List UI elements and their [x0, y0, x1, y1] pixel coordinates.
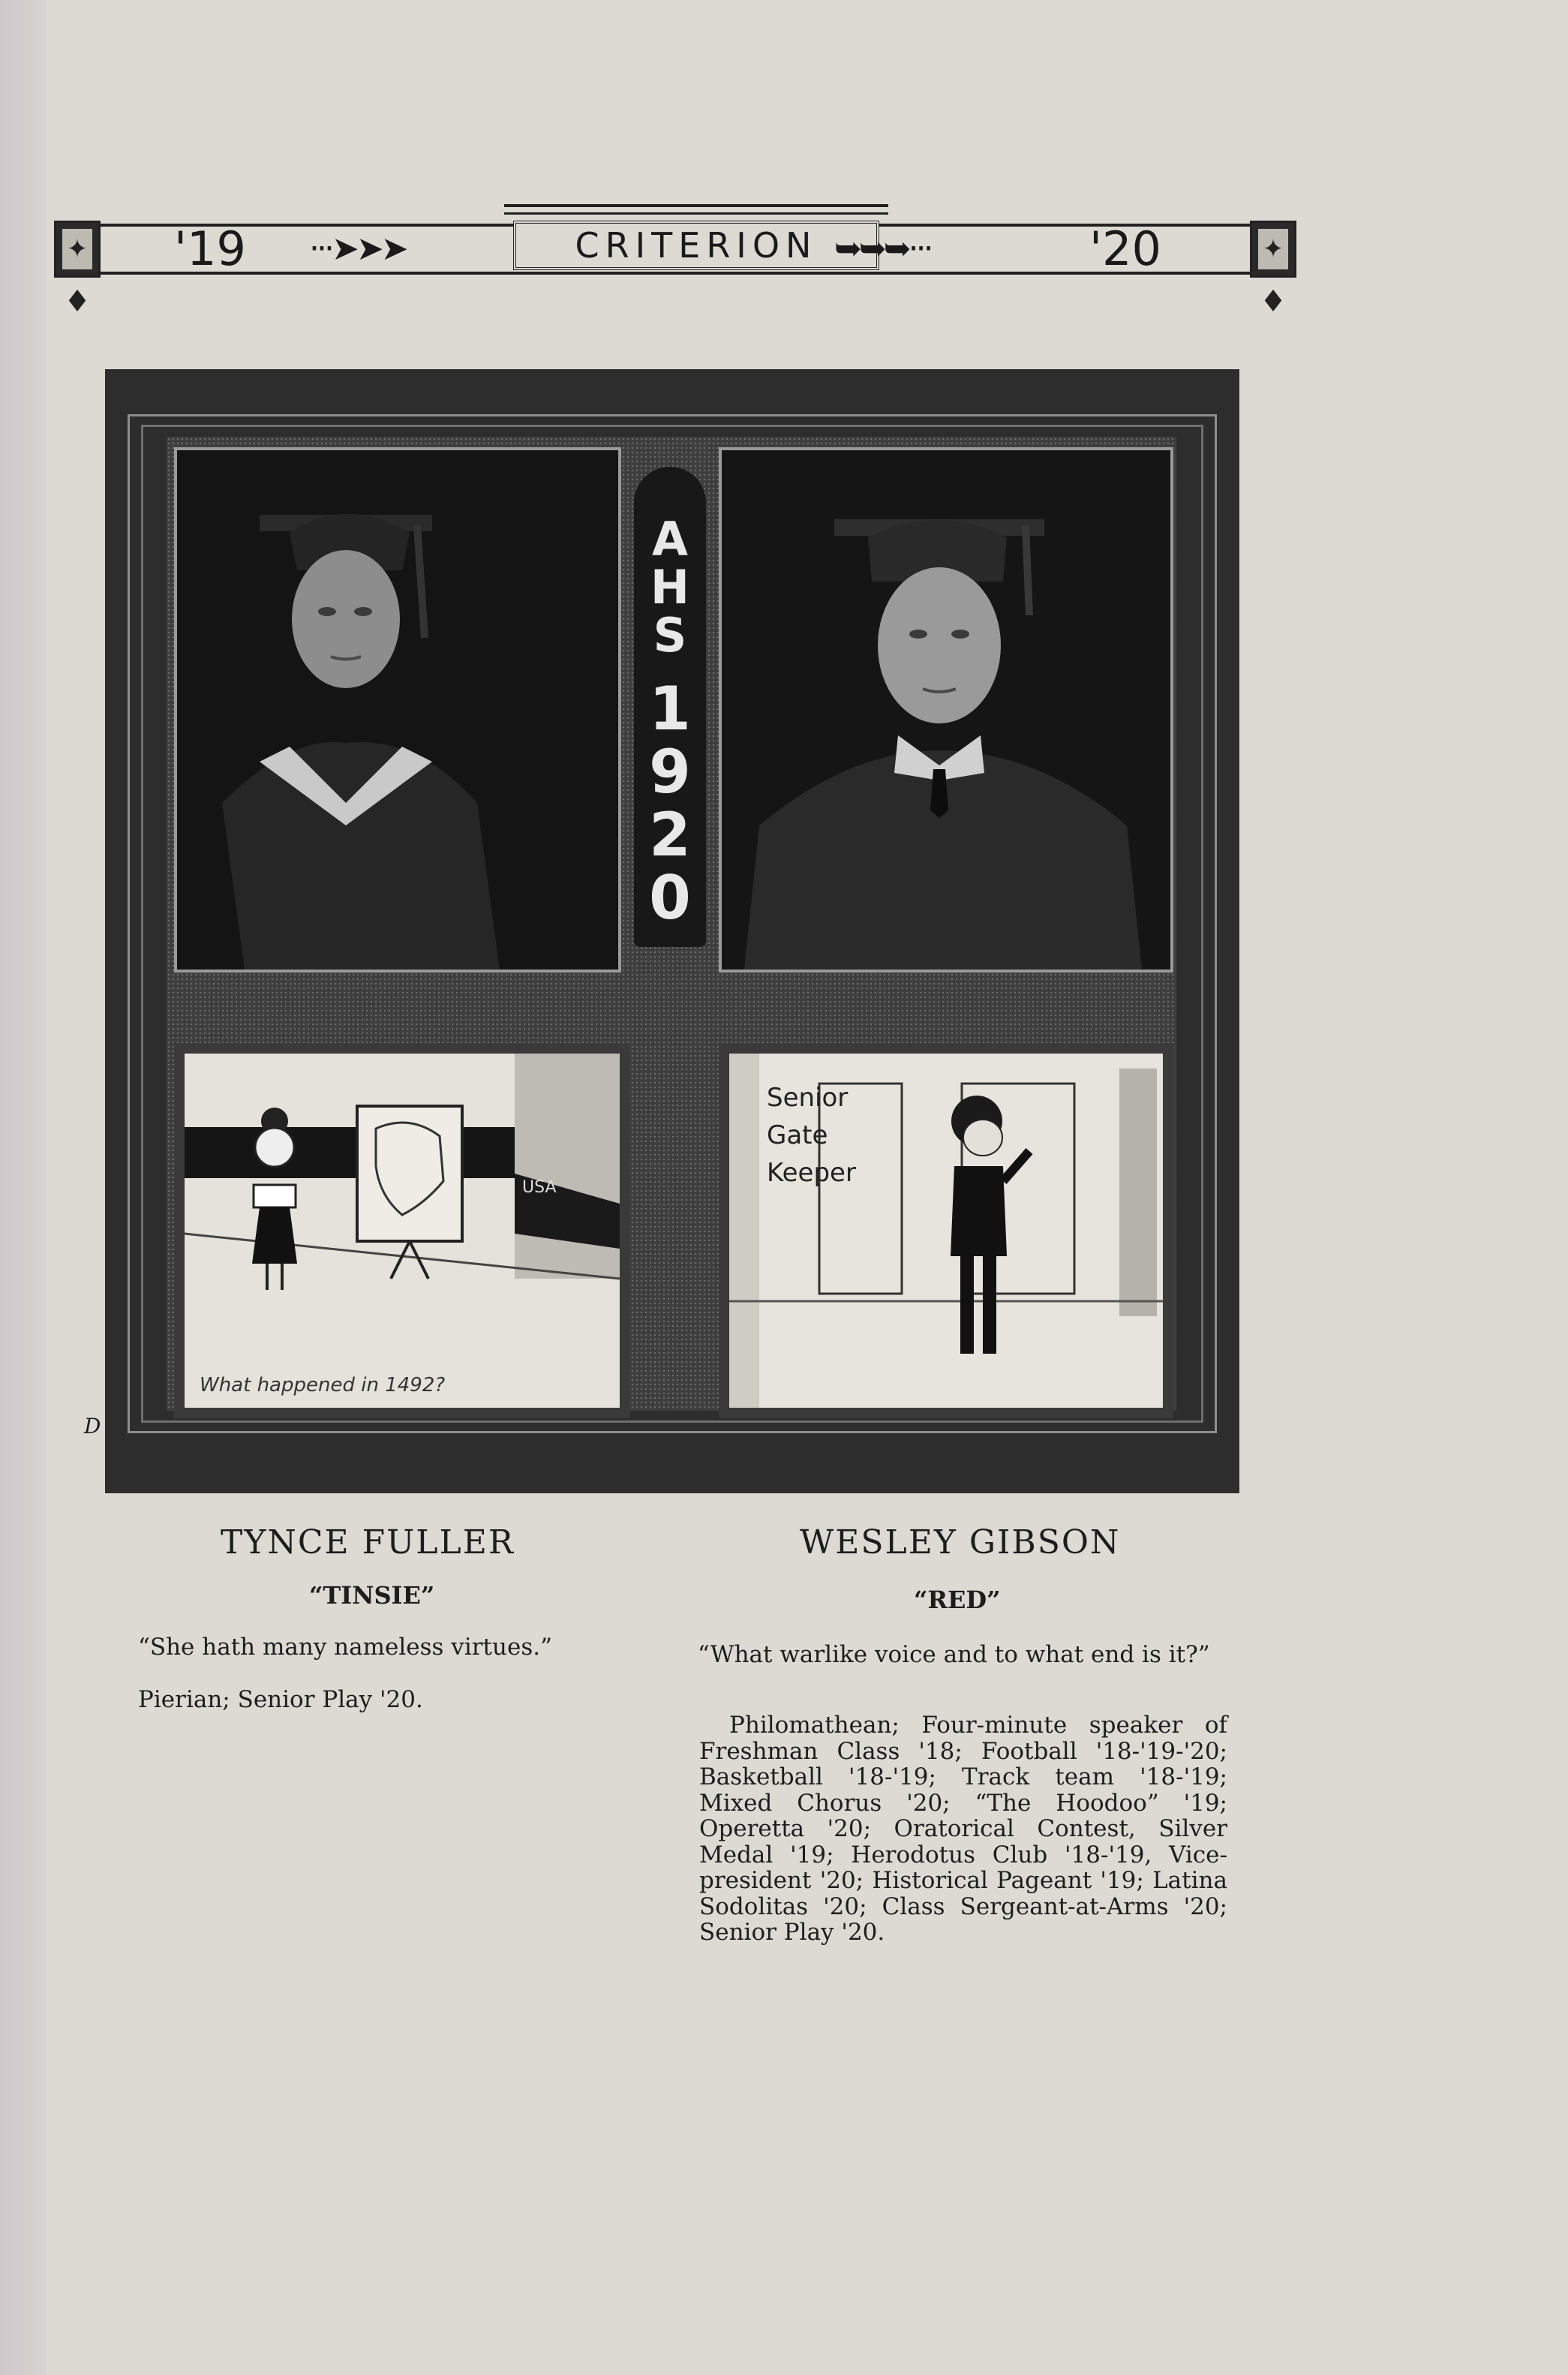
cartoon-left-caption: What happened in 1492?	[200, 1374, 446, 1396]
header-year-right: '20	[1089, 221, 1161, 276]
arrow-right-ornament-icon: ···➤➤➤	[309, 230, 406, 268]
student-activities-left: Pierian; Senior Play '20.	[138, 1686, 423, 1713]
cartoon-right	[719, 1043, 1173, 1418]
finial-drop-icon: ♦	[1260, 284, 1287, 319]
emblem-letter: S	[653, 608, 687, 663]
page-header-banner	[54, 204, 1296, 324]
leaf-emblem-icon: ✦	[54, 221, 101, 278]
header-year-left: '19	[174, 221, 246, 276]
cartoon-sign-line: Senior	[767, 1083, 849, 1113]
student-name-left: TYNCE FULLER	[221, 1523, 515, 1562]
emblem-letter: A	[652, 512, 688, 567]
cartoon-left	[174, 1043, 630, 1418]
student-quote-right: “What warlike voice and to what end is it?”	[698, 1641, 1210, 1668]
emblem-year-digit: 1	[649, 674, 691, 744]
finial-drop-icon: ♦	[64, 284, 91, 319]
photo-plate	[105, 369, 1239, 1493]
arrow-left-ornament-icon: ➥➥➥···	[834, 230, 931, 268]
plate-corner-mark: D	[84, 1414, 101, 1439]
leaf-emblem-icon: ✦	[1250, 221, 1296, 278]
ahs-1920-emblem	[634, 467, 706, 947]
portrait-photo-left	[174, 447, 621, 973]
emblem-year-digit: 0	[649, 863, 691, 933]
student-name-right: WESLEY GIBSON	[800, 1523, 1121, 1562]
cartoon-left-map-label: USA	[522, 1178, 557, 1197]
page-binding-edge	[0, 0, 47, 2375]
cartoon-sign-line: Gate	[767, 1120, 828, 1150]
student-nickname-right: “RED”	[914, 1586, 1001, 1614]
header-title: CRITERION	[513, 221, 879, 270]
student-quote-left: “She hath many nameless virtues.”	[138, 1634, 552, 1661]
header-title-frame	[504, 204, 888, 278]
emblem-year-digit: 9	[649, 737, 691, 807]
student-activities-right: Philomathean; Four-minute speaker of Freshman Class '18; Football '18-'19-'20; Basketball '18-'19; Track team '18-'19; Mixed Chorus '20; “The Hoodoo” '19; Operetta '20; Oratorical Contest, Silver Medal '19; Herodotus Club '18-'19, Vice-president '20; Historical Pageant '19; Latina Sodolitas '20; Class Sergeant-at-Arms '20; Senior Play '20.	[699, 1712, 1227, 1946]
emblem-letter: H	[650, 560, 689, 615]
portrait-photo-right	[719, 447, 1173, 973]
student-nickname-left: “TINSIE”	[309, 1581, 435, 1610]
emblem-year-digit: 2	[649, 800, 691, 870]
cartoon-sign-line: Keeper	[767, 1158, 856, 1188]
